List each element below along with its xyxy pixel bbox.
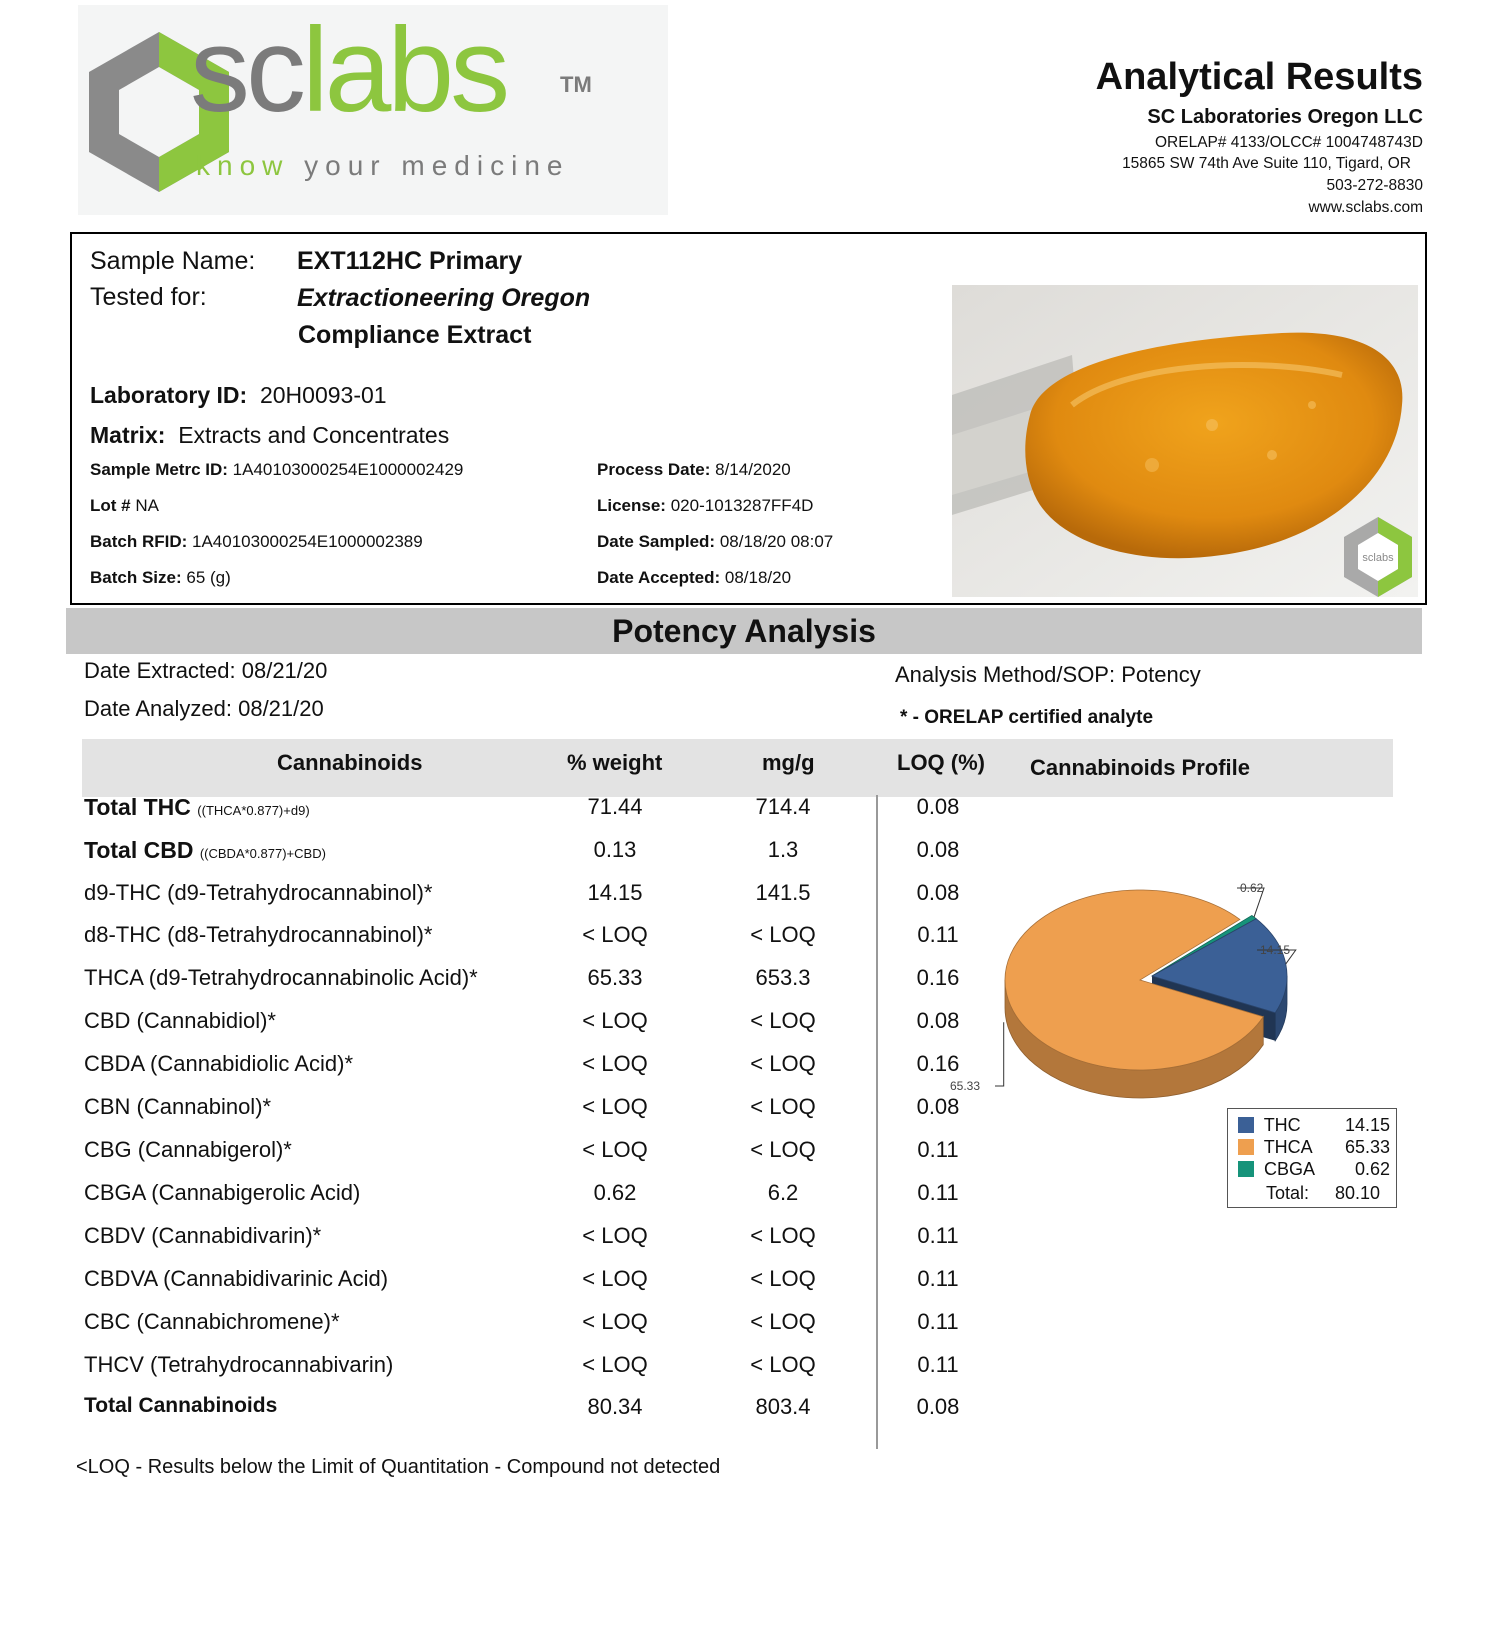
photo-watermark-text: sclabs <box>1362 552 1394 564</box>
cannabinoid-name: THCA (d9-Tetrahydrocannabinolic Acid)* <box>84 965 478 990</box>
cell-mgg: 1.3 <box>767 837 799 862</box>
lot-number: Lot # NA <box>90 496 159 515</box>
legend-item-cbga: CBGA 0.62 <box>1238 1159 1315 1180</box>
cell-loq: 0.11 <box>917 1223 959 1248</box>
date-analyzed: Date Analyzed: 08/21/20 <box>84 696 324 721</box>
date-sampled: Date Sampled: 08/18/20 08:07 <box>597 532 834 551</box>
cell-weight: 71.44 <box>587 794 643 819</box>
lab-company-name: SC Laboratories Oregon LLC <box>1147 106 1423 128</box>
cell-weight: 0.13 <box>593 837 637 862</box>
cell-loq: 0.11 <box>917 1180 959 1205</box>
pie-label-cbga: 0.62 <box>1240 881 1264 895</box>
pie-label-thc: 14.15 <box>1260 943 1291 957</box>
cannabinoid-name: THCV (Tetrahydrocannabivarin) <box>84 1352 394 1377</box>
cell-loq: 0.11 <box>917 1352 959 1377</box>
sample-photo <box>952 285 1418 597</box>
logo-wordmark: sclabs <box>190 3 507 137</box>
col-header-weight: % weight <box>567 750 663 775</box>
col-header-profile: Cannabinoids Profile <box>1030 755 1251 780</box>
cell-weight: 0.62 <box>593 1180 637 1205</box>
cell-mgg: 653.3 <box>755 965 811 990</box>
col-header-cannabinoids: Cannabinoids <box>277 750 423 775</box>
cannabinoid-name: Total CBD ((CBDA*0.877)+CBD) <box>84 837 326 863</box>
cell-weight: < LOQ <box>582 1223 648 1248</box>
cell-mgg: < LOQ <box>750 1051 816 1076</box>
cell-mgg: 141.5 <box>755 880 811 905</box>
cell-weight: 80.34 <box>587 1394 643 1419</box>
cell-mgg: < LOQ <box>750 1223 816 1248</box>
analysis-method: Analysis Method/SOP: Potency <box>895 662 1201 687</box>
report-title: Analytical Results <box>1095 56 1423 98</box>
legend-swatch-cbga <box>1238 1161 1254 1177</box>
cell-loq: 0.08 <box>916 837 960 862</box>
cell-loq: 0.08 <box>916 1008 960 1033</box>
cannabinoid-formula: ((THCA*0.877)+d9) <box>197 803 310 818</box>
potency-section-header <box>66 608 1422 654</box>
cell-weight: < LOQ <box>582 1266 648 1291</box>
cell-mgg: < LOQ <box>750 1266 816 1291</box>
lab-website: www.sclabs.com <box>1308 199 1423 216</box>
batch-rfid: Batch RFID: 1A40103000254E1000002389 <box>90 532 423 551</box>
cell-weight: < LOQ <box>582 1051 648 1076</box>
cell-mgg: 803.4 <box>755 1394 811 1419</box>
potency-title: Potency Analysis <box>612 613 876 649</box>
cannabinoids-profile-chart <box>940 870 1340 1130</box>
legend-item-thca: THCA 65.33 <box>1238 1137 1313 1158</box>
cell-weight: < LOQ <box>582 922 648 947</box>
cell-loq: 0.16 <box>916 1051 960 1076</box>
cannabinoid-formula: ((CBDA*0.877)+CBD) <box>199 846 326 861</box>
cannabinoid-name: CBGA (Cannabigerolic Acid) <box>84 1180 361 1205</box>
orelap-certified-note: * - ORELAP certified analyte <box>900 707 1154 728</box>
col-header-loq: LOQ (%) <box>897 750 985 775</box>
cell-loq: 0.11 <box>917 1309 959 1334</box>
legend-swatch-thca <box>1238 1139 1254 1155</box>
cell-weight: < LOQ <box>582 1008 648 1033</box>
tested-for-client: Extractioneering Oregon <box>297 284 591 312</box>
cannabinoid-name: CBD (Cannabidiol)* <box>84 1008 276 1033</box>
legend-total: Total: 80.10 <box>1266 1183 1380 1203</box>
cell-loq: 0.16 <box>916 965 960 990</box>
cell-mgg: 714.4 <box>755 794 811 819</box>
cell-loq: 0.08 <box>916 1394 960 1419</box>
cell-mgg: < LOQ <box>750 1352 816 1377</box>
laboratory-id: Laboratory ID: 20H0093-01 <box>90 382 387 408</box>
cell-loq: 0.08 <box>916 1094 960 1119</box>
cell-mgg: < LOQ <box>750 1094 816 1119</box>
legend-swatch-thc <box>1238 1117 1254 1133</box>
sample-metrc-id: Sample Metrc ID: 1A40103000254E1000002429 <box>90 460 464 479</box>
legend-item-thc: THC 14.15 <box>1238 1115 1301 1136</box>
chart-legend <box>1227 1108 1397 1208</box>
tested-for-label: Tested for: <box>90 283 207 311</box>
cannabinoid-name: CBDA (Cannabidiolic Acid)* <box>84 1051 354 1076</box>
lab-orelap: ORELAP# 4133/OLCC# 1004748743D <box>1155 134 1423 151</box>
cannabinoid-name: CBDVA (Cannabidivarinic Acid) <box>84 1266 389 1291</box>
table-divider <box>876 795 878 1449</box>
cannabinoid-name: CBDV (Cannabidivarin)* <box>84 1223 322 1248</box>
date-accepted: Date Accepted: 08/18/20 <box>597 568 792 587</box>
license: License: 020-1013287FF4D <box>597 496 814 515</box>
cannabinoid-name: d8-THC (d8-Tetrahydrocannabinol)* <box>84 922 433 947</box>
logo-tagline: know your medicine <box>196 150 570 181</box>
cell-mgg: < LOQ <box>750 1008 816 1033</box>
tested-for-purpose: Compliance Extract <box>298 321 532 349</box>
cell-weight: < LOQ <box>582 1309 648 1334</box>
cannabinoid-name: CBN (Cannabinol)* <box>84 1094 272 1119</box>
cell-weight: 65.33 <box>587 965 643 990</box>
cannabinoid-name: d9-THC (d9-Tetrahydrocannabinol)* <box>84 880 433 905</box>
pie-leader-thca <box>995 1022 1004 1086</box>
sample-name-label: Sample Name: <box>90 247 256 275</box>
col-header-mgg: mg/g <box>762 750 815 775</box>
loq-footnote: <LOQ - Results below the Limit of Quantitation - Compound not detected <box>76 1456 721 1478</box>
cell-loq: 0.08 <box>916 794 960 819</box>
cannabinoid-name: Total THC ((THCA*0.877)+d9) <box>84 794 310 820</box>
cell-loq: 0.11 <box>917 922 959 947</box>
cannabinoid-name: CBG (Cannabigerol)* <box>84 1137 292 1162</box>
cannabinoid-name: Total Cannabinoids <box>84 1394 278 1417</box>
lab-phone: 503-272-8830 <box>1326 177 1423 194</box>
process-date: Process Date: 8/14/2020 <box>597 460 791 479</box>
cell-mgg: < LOQ <box>750 1309 816 1334</box>
cell-mgg: 6.2 <box>767 1180 799 1205</box>
batch-size: Batch Size: 65 (g) <box>90 568 231 587</box>
matrix: Matrix: Extracts and Concentrates <box>90 422 450 448</box>
cell-loq: 0.08 <box>916 880 960 905</box>
date-extracted: Date Extracted: 08/21/20 <box>84 658 328 683</box>
pie-label-thca: 65.33 <box>950 1079 981 1093</box>
cell-weight: < LOQ <box>582 1137 648 1162</box>
cell-loq: 0.11 <box>917 1266 959 1291</box>
cell-weight: < LOQ <box>582 1094 648 1119</box>
cannabinoid-name: CBC (Cannabichromene)* <box>84 1309 340 1334</box>
cell-mgg: < LOQ <box>750 922 816 947</box>
cell-mgg: < LOQ <box>750 1137 816 1162</box>
cell-loq: 0.11 <box>917 1137 959 1162</box>
sample-name: EXT112HC Primary <box>297 247 523 275</box>
logo-trademark: TM <box>560 72 592 97</box>
lab-address: 15865 SW 74th Ave Suite 110, Tigard, OR <box>1122 155 1411 172</box>
cell-weight: < LOQ <box>582 1352 648 1377</box>
cell-weight: 14.15 <box>587 880 643 905</box>
